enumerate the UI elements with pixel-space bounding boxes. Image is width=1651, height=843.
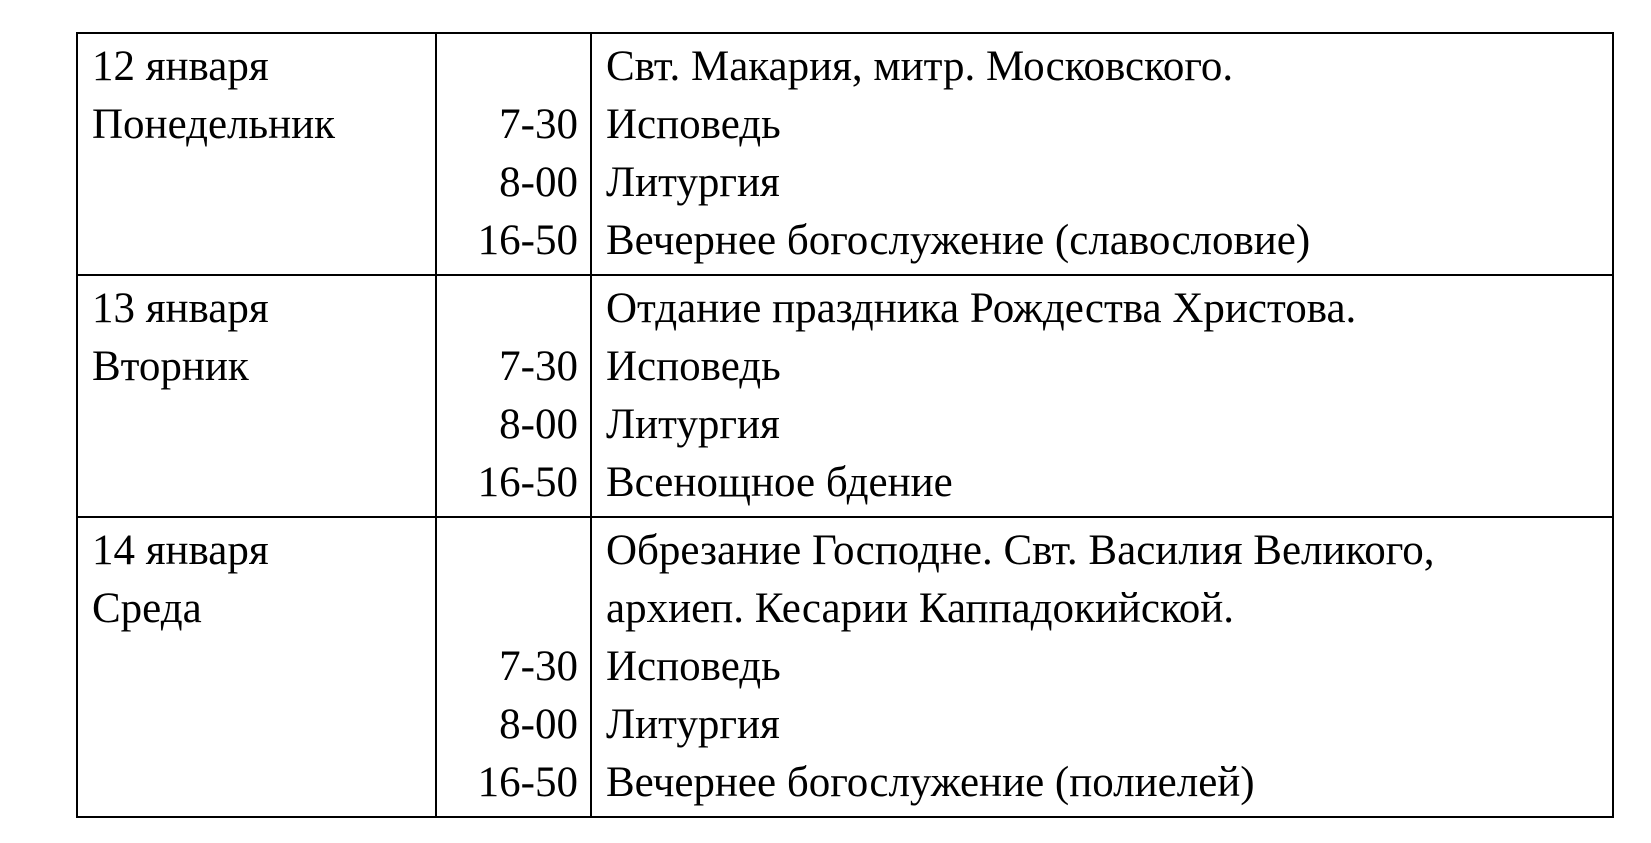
service-name: Исповедь xyxy=(606,643,781,690)
service-name: Исповедь xyxy=(606,343,781,390)
feast-line: Свт. Макария, митр. Московского. xyxy=(606,43,1234,90)
date-label: 14 января xyxy=(92,527,269,574)
day-cell xyxy=(77,275,436,517)
weekday-label: Понедельник xyxy=(92,101,336,148)
service-time: 16-50 xyxy=(477,217,578,264)
feast-line: Обрезание Господне. Свт. Василия Великого, xyxy=(606,527,1435,574)
weekday-label: Вторник xyxy=(92,343,249,390)
time-spacer xyxy=(451,38,578,96)
time-spacer xyxy=(451,580,578,638)
weekday-label: Среда xyxy=(92,585,202,632)
time-spacer xyxy=(451,522,578,580)
day-cell xyxy=(77,33,436,275)
service-time: 16-50 xyxy=(477,759,578,806)
service-name: Литургия xyxy=(606,701,780,748)
service-name: Литургия xyxy=(606,159,780,206)
time-cell xyxy=(436,517,591,817)
service-name: Вечернее богослужение (полиелей) xyxy=(606,759,1255,806)
service-time: 8-00 xyxy=(499,159,578,206)
service-time: 16-50 xyxy=(477,459,578,506)
date-label: 12 января xyxy=(92,43,269,90)
service-name: Всенощное бдение xyxy=(606,459,953,506)
feast-line: Отдание праздника Рождества Христова. xyxy=(606,285,1357,332)
service-name: Литургия xyxy=(606,401,780,448)
service-time: 8-00 xyxy=(499,401,578,448)
service-name: Вечернее богослужение (славословие) xyxy=(606,217,1311,264)
date-label: 13 января xyxy=(92,285,269,332)
service-time: 7-30 xyxy=(499,343,578,390)
service-time: 7-30 xyxy=(499,101,578,148)
event-cell xyxy=(591,33,1613,275)
service-time: 7-30 xyxy=(499,643,578,690)
time-cell xyxy=(436,275,591,517)
schedule-body xyxy=(77,33,1613,817)
event-cell xyxy=(591,275,1613,517)
schedule-row xyxy=(77,517,1613,817)
schedule-row xyxy=(77,33,1613,275)
schedule-table xyxy=(76,32,1614,818)
feast-line: архиеп. Кесарии Каппадокийской. xyxy=(606,585,1234,632)
service-name: Исповедь xyxy=(606,101,781,148)
event-cell xyxy=(591,517,1613,817)
time-spacer xyxy=(451,280,578,338)
day-cell xyxy=(77,517,436,817)
time-cell xyxy=(436,33,591,275)
service-time: 8-00 xyxy=(499,701,578,748)
schedule-row xyxy=(77,275,1613,517)
